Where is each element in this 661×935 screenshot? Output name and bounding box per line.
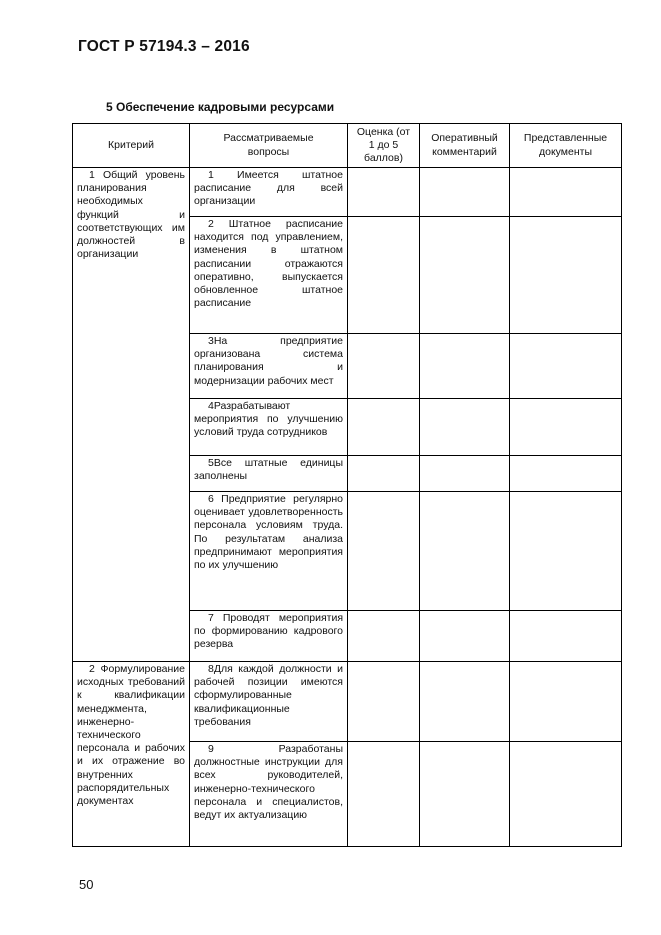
documents-cell bbox=[510, 492, 622, 611]
documents-cell bbox=[510, 399, 622, 456]
documents-cell bbox=[510, 334, 622, 399]
documents-cell bbox=[510, 611, 622, 662]
documents-cell bbox=[510, 456, 622, 492]
comment-cell bbox=[420, 334, 510, 399]
comment-cell bbox=[420, 168, 510, 217]
section-title: 5 Обеспечение кадровыми ресурсами bbox=[106, 100, 335, 114]
page-number: 50 bbox=[79, 877, 94, 892]
question-cell: 7 Проводят мероприятия по формированию кадрового резерва bbox=[190, 611, 348, 662]
column-header-documents: Представленные документы bbox=[510, 124, 622, 168]
question-cell: 3На предприятие организована система планирования и модернизации рабочих мест bbox=[190, 334, 348, 399]
table-row bbox=[73, 662, 622, 742]
documents-cell bbox=[510, 168, 622, 217]
score-cell bbox=[348, 456, 420, 492]
comment-cell bbox=[420, 662, 510, 742]
score-cell bbox=[348, 662, 420, 742]
score-cell bbox=[348, 742, 420, 847]
comment-cell bbox=[420, 456, 510, 492]
documents-cell bbox=[510, 742, 622, 847]
question-cell: 8Для каждой должности и рабочей позиции имеются сформулированные квалификационные требования bbox=[190, 662, 348, 742]
criterion-text: 2 Формулирование исходных требований к квалификации менеджмента, инженерно-технического персонала и рабочих и их отражение во внутренних распорядительных документах bbox=[77, 663, 185, 808]
column-header-questions: Рассматриваемые вопросы bbox=[190, 124, 348, 168]
score-cell bbox=[348, 492, 420, 611]
question-cell: 6 Предприятие регулярно оценивает удовлетворенность персонала условиям труда. По результатам анализа предпринимают мероприятия по их улучшению bbox=[190, 492, 348, 611]
column-header-criterion: Критерий bbox=[73, 124, 190, 168]
criterion-text: 1 Общий уровень планирования необходимых функций и соответствующих им должностей в организации bbox=[77, 169, 185, 261]
comment-cell bbox=[420, 217, 510, 334]
comment-cell bbox=[420, 399, 510, 456]
score-cell bbox=[348, 217, 420, 334]
criterion-cell bbox=[73, 662, 190, 847]
score-cell bbox=[348, 611, 420, 662]
documents-cell bbox=[510, 662, 622, 742]
comment-cell bbox=[420, 611, 510, 662]
table-row bbox=[73, 168, 622, 217]
question-cell: 4Разрабатывают мероприятия по улучшению условий труда сотрудников bbox=[190, 399, 348, 456]
comment-cell bbox=[420, 492, 510, 611]
question-cell: 2 Штатное расписание находится под управлением, изменения в штатном расписании отражаются оперативно, выпускается обновленное штатное расписание bbox=[190, 217, 348, 334]
question-cell: 1 Имеется штатное расписание для всей организации bbox=[190, 168, 348, 217]
resources-table bbox=[72, 123, 622, 847]
column-header-comment: Оперативный комментарий bbox=[420, 124, 510, 168]
score-cell bbox=[348, 399, 420, 456]
comment-cell bbox=[420, 742, 510, 847]
score-cell bbox=[348, 334, 420, 399]
question-cell: 5Все штатные единицы заполнены bbox=[190, 456, 348, 492]
document-code-header: ГОСТ Р 57194.3 – 2016 bbox=[78, 38, 250, 55]
documents-cell bbox=[510, 217, 622, 334]
column-header-score: Оценка (от 1 до 5 баллов) bbox=[348, 124, 420, 168]
criterion-cell bbox=[73, 168, 190, 662]
table-header-row bbox=[73, 124, 622, 168]
question-cell: 9 Разработаны должностные инструкции для всех руководителей, инженерно-технического персонала и специалистов, ведут их актуализацию bbox=[190, 742, 348, 847]
score-cell bbox=[348, 168, 420, 217]
